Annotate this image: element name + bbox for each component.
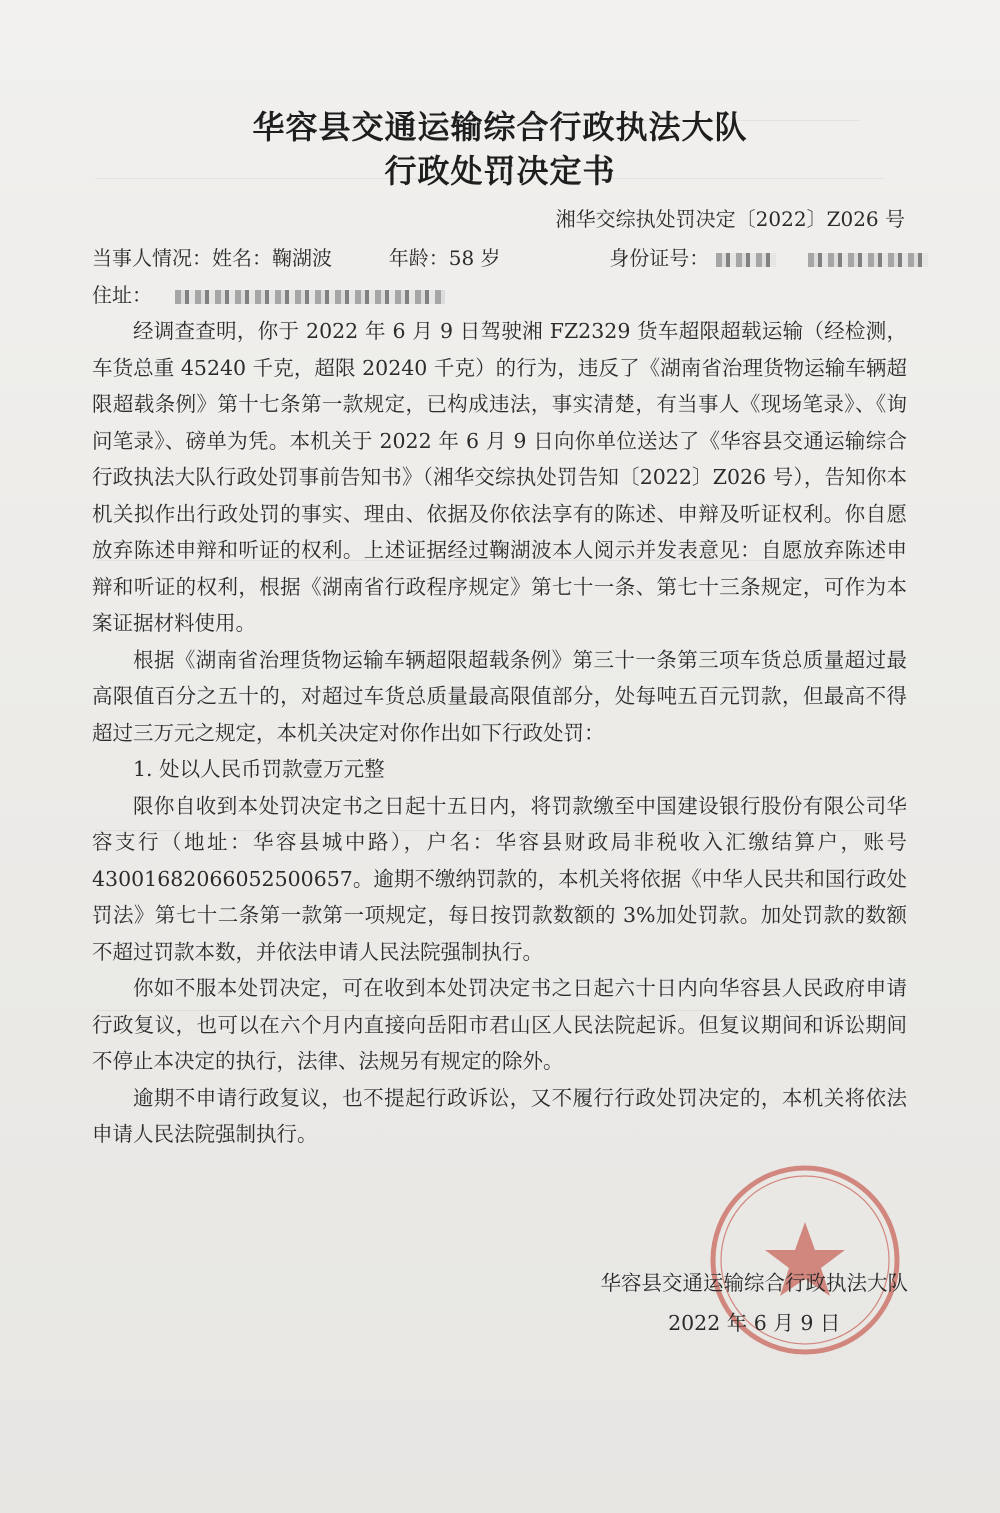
id-label: 身份证号：	[609, 246, 710, 270]
signature-block	[601, 1263, 909, 1343]
party-age: 58 岁	[448, 246, 501, 270]
document-number: 湘华交综执处罚决定〔2022〕Z026 号	[555, 207, 905, 231]
paragraph-payment: 限你自收到本处罚决定书之日起十五日内，将罚款缴至中国建设银行股份有限公司华容支行（地址：华容县城中路），户名：华容县财政局非税收入汇缴结算户，账号 43001682066052500657。逾期不缴纳罚款的，本机关将依据《中华人民共和国行政处罚法》第七十二条第一款第一项规定，每日按罚款数额的 3%加处罚款。加处罚款的数额不超过罚款本数，并依法申请人民法院强制执行。	[92, 793, 907, 964]
document-title: 华容县交通运输综合行政执法大队	[252, 108, 748, 146]
party-name: 鞠湖波	[272, 246, 332, 270]
document-subtitle: 行政处罚决定书	[384, 152, 616, 190]
address-line	[92, 279, 445, 312]
paragraph-legal-basis: 根据《湖南省治理货物运输车辆超限超载条例》第三十一条第三项车货总质量超过最高限值百分之五十的，对超过车货总质量最高限值部分，处每吨五百元罚款，但最高不得超过三万元之规定，本机关决定对你作出如下行政处罚：	[92, 647, 907, 745]
paragraph-findings: 经调查查明，你于 2022 年 6 月 9 日驾驶湘 FZ2329 货车超限超载运输（经检测，车货总重 45240 千克，超限 20240 千克）的行为，违反了《湖南省治理货物运输车辆超限超载条例》第十七条第一款规定，已构成违法，事实清楚，有当事人《现场笔录》、《询问笔录》、磅单为凭。本机关于 2022 年 6 月 9 日向你单位送达了《华容县交通运输综合行政执法大队行政处罚事前告知书》（湘华交综执处罚告知〔2022〕Z026 号），告知你本机关拟作出行政处罚的事实、理由、依据及你依法享有的陈述、申辩及听证权利。你自愿放弃陈述申辩和听证的权利。上述证据经过鞠湖波本人阅示并发表意见：自愿放弃陈述申辩和听证的权利，根据《湖南省行政程序规定》第七十一条、第七十三条规定，可作为本案证据材料使用。	[92, 319, 907, 635]
paragraph-appeal: 你如不服本处罚决定，可在收到本处罚决定书之日起六十日内向华容县人民政府申请行政复议，也可以在六个月内直接向岳阳市君山区人民法院起诉。但复议期间和诉讼期间不停止本决定的执行，法律、法规另有规定的除外。	[92, 976, 907, 1073]
address-label: 住址：	[92, 283, 152, 307]
redacted-address	[175, 290, 445, 304]
party-info-line	[92, 242, 928, 275]
signature-date: 2022 年 6 月 9 日	[668, 1311, 841, 1335]
party-label: 当事人情况：	[92, 246, 212, 270]
penalty-item: 1. 处以人民币罚款壹万元整	[133, 757, 385, 781]
signature-org: 华容县交通运输综合行政执法大队	[600, 1271, 908, 1295]
age-label: 年龄：	[388, 246, 449, 270]
name-label: 姓名：	[212, 246, 272, 270]
document-body	[92, 313, 907, 1153]
redacted-id-part	[716, 253, 776, 267]
redacted-id-part	[808, 253, 928, 267]
paragraph-enforcement: 逾期不申请行政复议，也不提起行政诉讼，又不履行行政处罚决定的，本机关将依法申请人民法院强制执行。	[92, 1085, 907, 1146]
